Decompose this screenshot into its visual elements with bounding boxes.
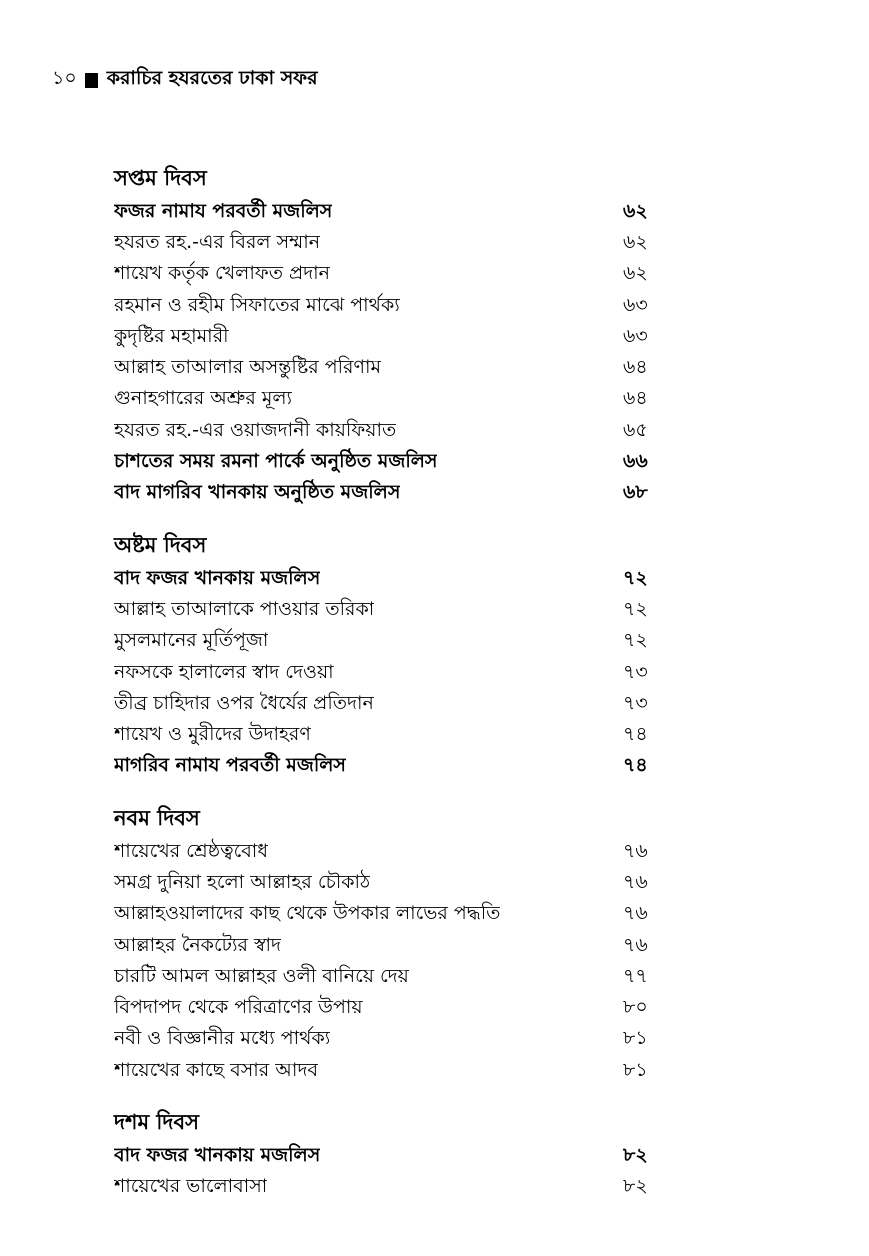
toc-entry-title: আল্লাহ তাআলাকে পাওয়ার তরিকা [114,597,375,620]
toc-entry [114,658,659,689]
toc-entry-title: বাদ ফজর খানকায় মজলিস [114,566,321,589]
toc-entry-title: হযরত রহ.-এর বিরল সম্মান [114,230,321,253]
toc-entry-title: গুনাহগারের অশ্রুর মূল্য [114,387,293,410]
toc-entry-title: কুদৃষ্টির মহামারী [114,324,229,347]
toc-entry-title: চাশতের সময় রমনা পার্কে অনুষ্ঠিত মজলিস [114,450,438,473]
toc-entry-page-number: ৬২ [623,230,648,253]
page-header [52,66,318,94]
toc-entry-title: শায়েখের ভালোবাসা [114,1175,268,1198]
toc-entry [114,228,659,259]
toc-entry-title: শায়েখ কর্তৃক খেলাফত প্রদান [114,262,331,285]
toc-entry [114,416,659,447]
toc-entry-page-number: ৭২ [623,597,648,620]
toc-entry-title: শায়েখের কাছে বসার আদব [114,1058,319,1081]
table-of-contents [114,160,659,1221]
toc-entry-title: তীব্র চাহিদার ওপর ধৈর্যের প্রতিদান [114,691,374,714]
toc-entry [114,197,659,228]
toc-entry-title: বাদ ফজর খানকায় মজলিস [114,1144,321,1167]
section-heading: অষ্টম দিবস [114,532,207,557]
toc-entry [114,868,659,899]
section-heading: নবম দিবস [114,806,200,831]
toc-entry [114,595,659,626]
toc-entry-title: মুসলমানের মূর্তিপূজা [114,629,269,652]
toc-entry-title: নবী ও বিজ্ঞানীর মধ্যে পার্থক্য [114,1027,331,1050]
toc-entry-title: বাদ মাগরিব খানকায় অনুষ্ঠিত মজলিস [114,481,401,504]
header-book-title: করাচির হযরতের ঢাকা সফর [106,67,318,89]
toc-entry-page-number: ৭৬ [623,839,648,862]
toc-entry [114,291,659,322]
toc-entry [114,564,659,595]
toc-entry [114,994,659,1025]
toc-entry [114,447,659,478]
toc-entry-page-number: ৭২ [623,566,648,589]
toc-entry-page-number: ৭৬ [623,871,648,893]
toc-section [114,800,659,1087]
header-page-number: ১০ [52,67,77,89]
toc-entry-title: নফসকে হালালের স্বাদ দেওয়া [114,660,334,683]
toc-entry-title: রহমান ও রহীম সিফাতের মাঝে পার্থক্য [114,293,400,316]
section-heading: দশম দিবস [114,1110,200,1135]
toc-entry-page-number: ৭৪ [623,754,648,777]
toc-entry-title: আল্লাহওয়ালাদের কাছ থেকে উপকার লাভের পদ্ধতি [114,902,501,925]
toc-entry-title: শায়েখের শ্রেষ্ঠত্ববোধ [114,839,268,862]
toc-entry-page-number: ৭৭ [623,964,648,987]
toc-entry [114,1056,659,1087]
toc-entry-page-number: ৬৩ [623,293,648,316]
toc-entry [114,689,659,720]
toc-entry [114,1141,659,1172]
toc-entry-page-number: ৭৬ [623,902,648,925]
toc-entry [114,1173,659,1204]
toc-entry-page-number: ৬৩ [623,324,648,347]
toc-entry-page-number: ৬৬ [623,450,648,473]
toc-entry-page-number: ৬২ [623,199,648,222]
toc-entry-page-number: ৬৪ [623,387,648,410]
toc-entry [114,385,659,416]
toc-section [114,1104,659,1204]
toc-entry [114,260,659,291]
toc-entry-page-number: ৭৬ [623,933,648,956]
section-heading: সপ্তম দিবস [114,166,207,190]
toc-entry [114,627,659,658]
toc-entry-page-number: ৬৪ [623,356,648,379]
toc-entry [114,837,659,868]
toc-entry [114,720,659,751]
toc-entry-title: হযরত রহ.-এর ওয়াজদানী কায়ফিয়াত [114,418,397,441]
toc-entry-page-number: ৭২ [623,629,648,652]
toc-entry [114,1025,659,1056]
toc-entry-page-number: ৭৩ [623,660,648,683]
toc-entry-title: ফজর নামায পরবর্তী মজলিস [114,199,333,222]
toc-entry-page-number: ৮১ [623,1027,648,1050]
toc-section [114,527,659,783]
toc-entry [114,353,659,384]
toc-entry [114,931,659,962]
header-square-mark [85,73,98,88]
toc-entry [114,752,659,783]
toc-entry-title: আল্লাহ তাআলার অসন্তুষ্টির পরিণাম [114,356,382,379]
toc-entry-page-number: ৬৫ [623,418,648,441]
toc-entry [114,962,659,993]
toc-entry-page-number: ৮২ [623,1175,648,1198]
toc-entry-page-number: ৭৪ [623,723,648,746]
toc-entry-title: চারটি আমল আল্লাহর ওলী বানিয়ে দেয় [114,964,409,987]
toc-entry-title: মাগরিব নামায পরবর্তী মজলিস [114,754,346,777]
toc-entry-title: সমগ্র দুনিয়া হলো আল্লাহর চৌকাঠ [114,871,371,893]
toc-entry-page-number: ৭৩ [623,691,648,714]
toc-entry-page-number: ৮১ [623,1058,648,1081]
toc-entry-page-number: ৮০ [623,996,648,1019]
toc-section [114,160,659,510]
toc-entry [114,322,659,353]
toc-entry-title: শায়েখ ও মুরীদের উদাহরণ [114,723,311,746]
toc-entry-title: বিপদাপদ থেকে পরিত্রাণের উপায় [114,996,363,1019]
toc-entry-page-number: ৬৮ [623,481,648,504]
toc-entry-page-number: ৮২ [623,1144,648,1167]
toc-entry [114,479,659,510]
toc-entry-title: আল্লাহর নৈকট্যের স্বাদ [114,933,282,956]
toc-entry [114,900,659,931]
toc-entry-page-number: ৬২ [623,262,648,285]
